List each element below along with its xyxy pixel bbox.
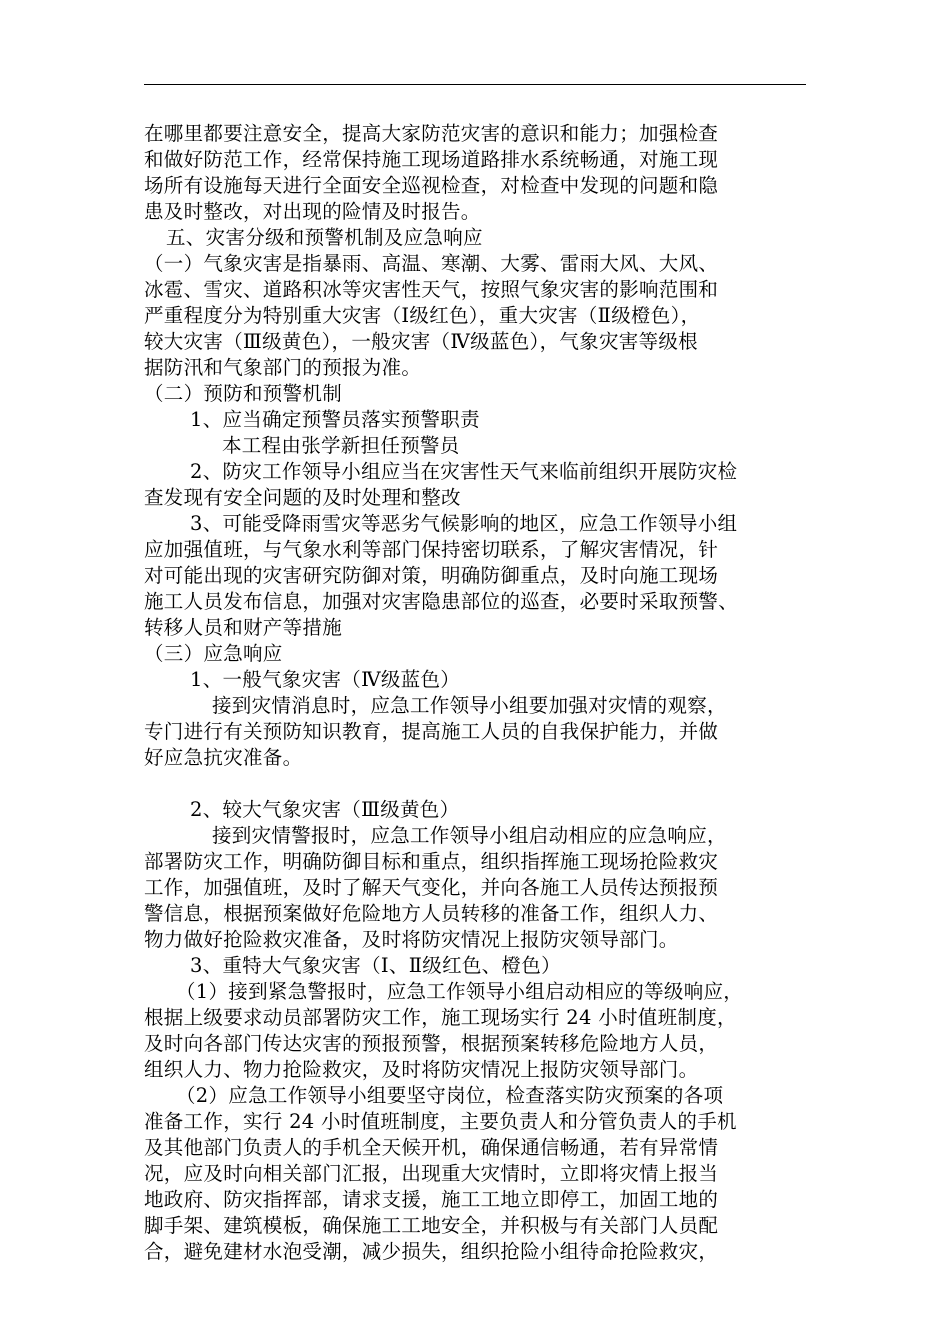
subsection-heading: （三）应急响应 <box>144 642 283 665</box>
text-line: 转移人员和财产等措施 <box>144 616 343 639</box>
text-line: 应加强值班，与气象水利等部门保持密切联系，了解灾害情况，针 <box>144 538 719 561</box>
text-line: 物力做好抢险救灾准备，及时将防灾情况上报防灾领导部门。 <box>144 928 679 951</box>
text-line: 本工程由张学新担任预警员 <box>222 434 460 457</box>
text-line: 3、可能受降雨雪灾等恶劣气候影响的地区，应急工作领导小组 <box>190 512 738 535</box>
text-line: 合，避免建材水泡受潮，减少损失，组织抢险小组待命抢险救灾， <box>144 1240 719 1263</box>
text-line: 患及时整改，对出现的险情及时报告。 <box>144 200 481 223</box>
text-line: 工作，加强值班，及时了解天气变化，并向各施工人员传达预报预 <box>144 876 719 899</box>
text-line: 对可能出现的灾害研究防御对策，明确防御重点，及时向施工现场 <box>144 564 719 587</box>
text-line: 1、应当确定预警员落实预警职责 <box>190 408 480 431</box>
text-line: 及其他部门负责人的手机全天候开机，确保通信畅通，若有异常情 <box>144 1136 719 1159</box>
text-line: （1）接到紧急警报时，应急工作领导小组启动相应的等级响应， <box>176 980 744 1003</box>
text-line: 施工人员发布信息，加强对灾害隐患部位的巡查，必要时采取预警、 <box>144 590 739 613</box>
text-line: 警信息，根据预案做好危险地方人员转移的准备工作，组织人力、 <box>144 902 719 925</box>
text-line: 脚手架、建筑模板，确保施工工地安全，并积极与有关部门人员配 <box>144 1214 719 1237</box>
text-line: 较大灾害（Ⅲ级黄色），一般灾害（Ⅳ级蓝色），气象灾害等级根 <box>144 330 698 353</box>
text-line: 1、一般气象灾害（Ⅳ级蓝色） <box>190 668 461 691</box>
text-line: 部署防灾工作，明确防御目标和重点，组织指挥施工现场抢险救灾 <box>144 850 719 873</box>
text-line: 2、防灾工作领导小组应当在灾害性天气来临前组织开展防灾检 <box>190 460 738 483</box>
text-line: 3、重特大气象灾害（Ⅰ、Ⅱ级红色、橙色） <box>190 954 561 977</box>
text-line: 专门进行有关预防知识教育，提高施工人员的自我保护能力，并做 <box>144 720 719 743</box>
text-line: 好应急抗灾准备。 <box>144 746 303 769</box>
text-line: 地政府、防灾指挥部，请求支援，施工工地立即停工，加固工地的 <box>144 1188 719 1211</box>
section-heading: 五、灾害分级和预警机制及应急响应 <box>166 226 483 249</box>
text-line: 根据上级要求动员部署防灾工作，施工现场实行 24 小时值班制度， <box>144 1006 737 1029</box>
text-line: 和做好防范工作，经常保持施工现场道路排水系统畅通，对施工现 <box>144 148 719 171</box>
text-line: 接到灾情警报时，应急工作领导小组启动相应的应急响应， <box>212 824 727 847</box>
subsection-heading: （二）预防和预警机制 <box>144 382 343 405</box>
text-line: 2、较大气象灾害（Ⅲ级黄色） <box>190 798 460 821</box>
text-line: 接到灾情消息时，应急工作领导小组要加强对灾情的观察， <box>212 694 727 717</box>
text-line: 据防汛和气象部门的预报为准。 <box>144 356 422 379</box>
header-rule <box>144 84 806 85</box>
text-line: 组织人力、物力抢险救灾，及时将防灾情况上报防灾领导部门。 <box>144 1058 699 1081</box>
text-line: 查发现有安全问题的及时处理和整改 <box>144 486 461 509</box>
text-line: 准备工作，实行 24 小时值班制度，主要负责人和分管负责人的手机 <box>144 1110 737 1133</box>
text-line: （一）气象灾害是指暴雨、高温、寒潮、大雾、雷雨大风、大风、 <box>144 252 719 275</box>
text-line: 场所有设施每天进行全面安全巡视检查，对检查中发现的问题和隐 <box>144 174 719 197</box>
text-line: 况，应及时向相关部门汇报，出现重大灾情时，立即将灾情上报当 <box>144 1162 719 1185</box>
text-line: 严重程度分为特别重大灾害（Ⅰ级红色），重大灾害（Ⅱ级橙色）， <box>144 304 701 327</box>
text-line: 及时向各部门传达灾害的预报预警，根据预案转移危险地方人员， <box>144 1032 719 1055</box>
text-line: 冰雹、雪灾、道路积冰等灾害性天气，按照气象灾害的影响范围和 <box>144 278 719 301</box>
text-line: （2）应急工作领导小组要坚守岗位，检查落实防灾预案的各项 <box>176 1084 724 1107</box>
text-line: 在哪里都要注意安全，提高大家防范灾害的意识和能力；加强检查 <box>144 122 719 145</box>
